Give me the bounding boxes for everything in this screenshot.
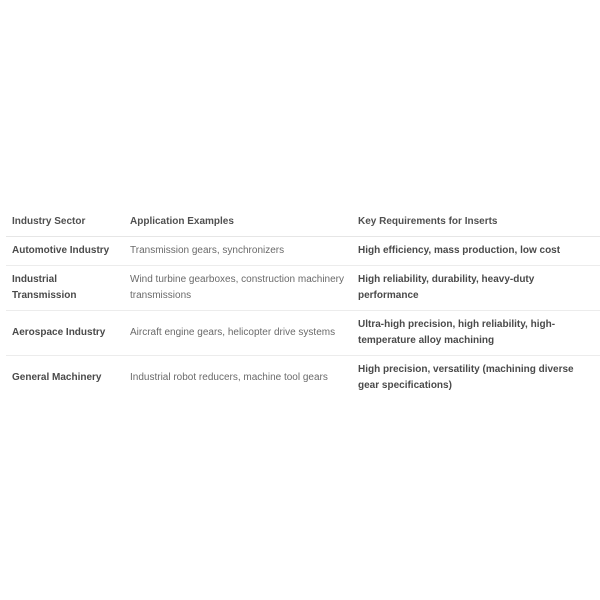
industry-table-container bbox=[6, 208, 600, 400]
header-industry-sector: Industry Sector bbox=[6, 208, 124, 237]
sector-cell: Automotive Industry bbox=[12, 245, 110, 256]
sector-cell: Aerospace Industry bbox=[12, 327, 106, 338]
table-row bbox=[6, 311, 600, 356]
header-key-requirements: Key Requirements for Inserts bbox=[352, 208, 600, 237]
applications-cell: Wind turbine gearboxes, construction machinery transmissions bbox=[130, 274, 344, 301]
header-application-examples: Application Examples bbox=[124, 208, 352, 237]
table-body bbox=[6, 237, 600, 401]
industry-table bbox=[6, 208, 600, 400]
sector-cell: General Machinery bbox=[12, 372, 102, 383]
table-row bbox=[6, 237, 600, 266]
requirements-cell: High efficiency, mass production, low cost bbox=[358, 245, 561, 256]
table-row bbox=[6, 266, 600, 311]
applications-cell: Aircraft engine gears, helicopter drive systems bbox=[130, 327, 336, 338]
applications-cell: Industrial robot reducers, machine tool gears bbox=[130, 372, 328, 383]
table-row bbox=[6, 356, 600, 401]
applications-cell: Transmission gears, synchronizers bbox=[130, 245, 285, 256]
table-header-row bbox=[6, 208, 600, 237]
requirements-cell: High precision, versatility (machining diverse gear specifications) bbox=[358, 364, 574, 391]
table-header bbox=[6, 208, 600, 237]
requirements-cell: High reliability, durability, heavy-duty performance bbox=[358, 274, 535, 301]
sector-cell: Industrial Transmission bbox=[12, 274, 77, 301]
requirements-cell: Ultra-high precision, high reliability, high-temperature alloy machining bbox=[358, 319, 556, 346]
